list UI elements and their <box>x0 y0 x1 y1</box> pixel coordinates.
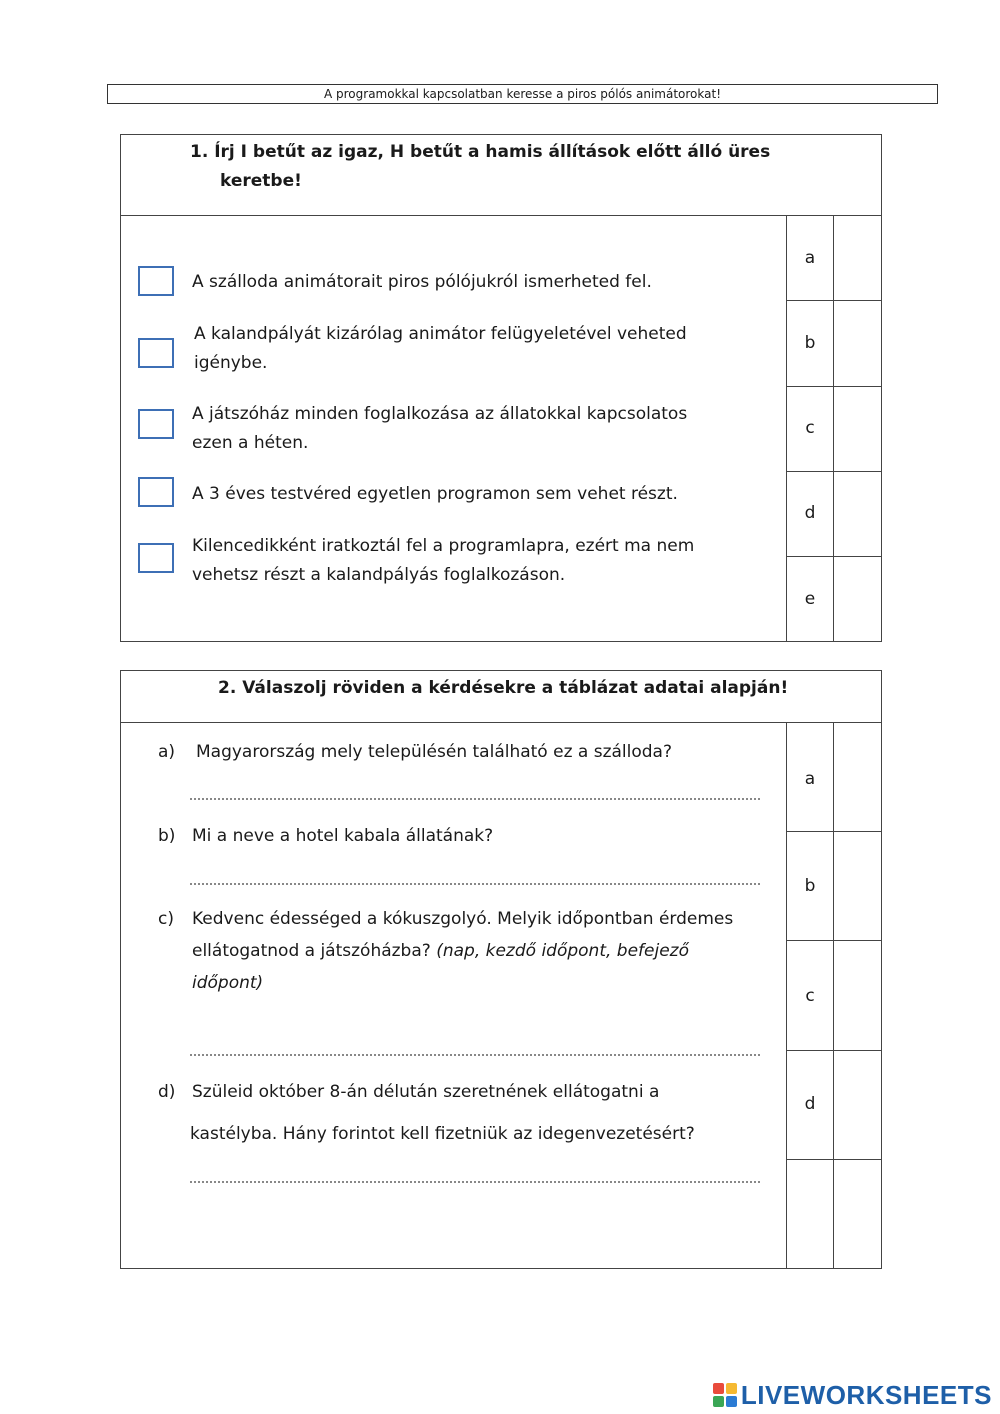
statement-5 <box>192 532 762 590</box>
task1-title-divider <box>120 215 882 216</box>
task1-title-line2: keretbe! <box>220 171 302 191</box>
statement-1-line1: A szálloda animátorait piros pólójukról ismerheted fel. <box>192 272 652 292</box>
task2-col-divider-2 <box>833 722 834 1269</box>
question-a-text: Magyarország mely településén található ez a szálloda? <box>196 742 672 762</box>
answer-box-5[interactable] <box>138 543 174 573</box>
task2-letter-a: a <box>804 769 816 789</box>
statement-4 <box>192 480 762 509</box>
liveworksheets-logo <box>713 1379 992 1410</box>
statement-3 <box>192 400 762 458</box>
task1-row-divider <box>786 300 882 301</box>
question-b-label: b) <box>158 826 176 846</box>
question-c-hint-line2: időpont) <box>192 973 264 993</box>
statement-3-line1: A játszóház minden foglalkozása az állatokkal kapcsolatos <box>192 404 688 424</box>
task2-letter-b: b <box>804 876 816 896</box>
question-c <box>158 903 758 999</box>
statement-4-line1: A 3 éves testvéred egyetlen programon sem vehet részt. <box>192 484 678 504</box>
task1-letter-b: b <box>804 333 816 353</box>
question-c-text-line2: ellátogatnod a játszóházba? <box>192 941 431 961</box>
question-d-text-line1: Szüleid október 8-án délután szeretnének ellátogatni a <box>192 1082 660 1102</box>
task1-row-divider <box>786 386 882 387</box>
statement-2 <box>194 320 764 378</box>
question-a <box>158 736 758 768</box>
statement-2-line1: A kalandpályát kizárólag animátor felügyeletével veheted <box>194 324 687 344</box>
task1-col-divider-2 <box>833 215 834 642</box>
task1-row-divider <box>786 471 882 472</box>
answer-box-1[interactable] <box>138 266 174 296</box>
question-d-text-line2: kastélyba. Hány forintot kell fizetniük az idegenvezetésért? <box>190 1124 695 1144</box>
answer-line-b[interactable] <box>190 883 760 885</box>
question-a-label: a) <box>158 742 176 762</box>
question-b <box>158 820 758 852</box>
statement-5-line1: Kilencedikként iratkoztál fel a programlapra, ezért ma nem <box>192 536 695 556</box>
question-d <box>158 1076 758 1160</box>
question-c-hint: (nap, kezdő időpont, befejező <box>436 941 690 961</box>
answer-box-4[interactable] <box>138 477 174 507</box>
task2-row-divider <box>786 940 882 941</box>
task1-row-divider <box>786 556 882 557</box>
task1-letter-d: d <box>804 503 816 523</box>
answer-line-d[interactable] <box>190 1181 760 1183</box>
task2-letter-c: c <box>805 986 815 1006</box>
instruction-banner <box>107 84 938 104</box>
statement-5-line2: vehetsz részt a kalandpályás foglalkozáson. <box>192 565 566 585</box>
question-d-label: d) <box>158 1082 176 1102</box>
task1-title <box>190 138 770 196</box>
liveworksheets-logo-text: LIVEWORKSHEETS <box>740 1379 992 1410</box>
statement-2-line2: igénybe. <box>194 353 268 373</box>
task1-letter-e: e <box>804 589 816 609</box>
task2-row-divider <box>786 1159 882 1160</box>
task2-title-divider <box>120 722 882 723</box>
answer-box-2[interactable] <box>138 338 174 368</box>
task2-row-divider <box>786 831 882 832</box>
answer-line-c[interactable] <box>190 1054 760 1056</box>
task2-title: 2. Válaszolj röviden a kérdésekre a táblázat adatai alapján! <box>218 678 789 698</box>
statement-1 <box>192 268 762 297</box>
instruction-text: A programokkal kapcsolatban keresse a piros pólós animátorokat! <box>323 87 722 101</box>
task2-row-divider <box>786 1050 882 1051</box>
liveworksheets-logo-icon <box>713 1383 737 1407</box>
answer-box-3[interactable] <box>138 409 174 439</box>
question-c-text-line1: Kedvenc édességed a kókuszgolyó. Melyik időpontban érdemes <box>192 909 734 929</box>
statement-3-line2: ezen a héten. <box>192 433 309 453</box>
task2-letter-d: d <box>804 1094 816 1114</box>
question-b-text: Mi a neve a hotel kabala állatának? <box>192 826 494 846</box>
answer-line-a[interactable] <box>190 798 760 800</box>
task1-title-line1: 1. Írj I betűt az igaz, H betűt a hamis állítások előtt álló üres <box>190 142 771 162</box>
task1-letter-a: a <box>804 248 816 268</box>
question-c-label: c) <box>158 909 174 929</box>
task1-letter-c: c <box>805 418 815 438</box>
